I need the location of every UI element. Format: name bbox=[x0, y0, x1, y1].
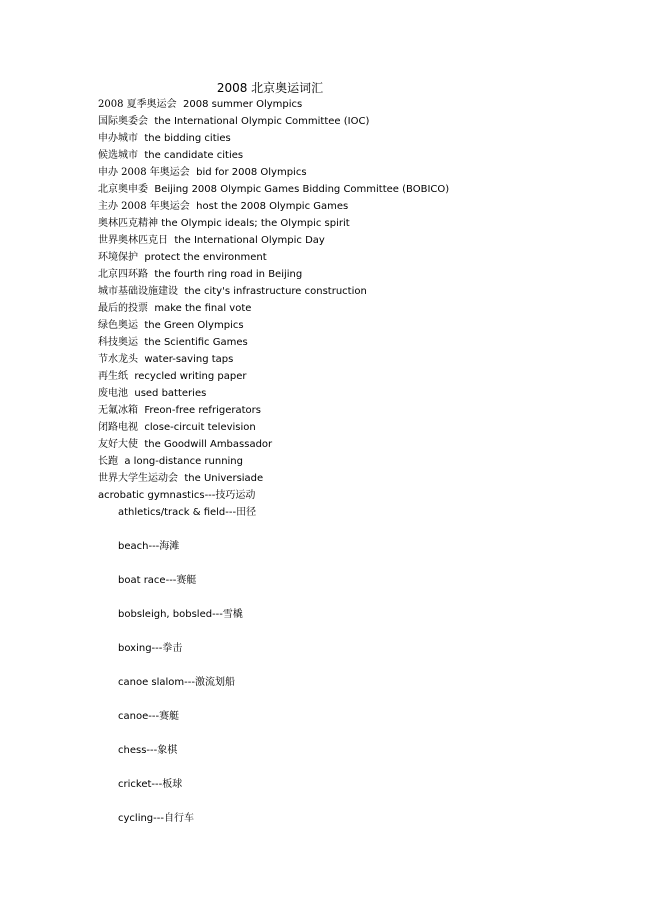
vocab-zh: 再生纸 bbox=[98, 371, 128, 382]
vocab-zh: 主办 2008 年奥运会 bbox=[98, 201, 190, 212]
sport-list bbox=[118, 504, 598, 844]
sport-zh: 雪橇 bbox=[222, 609, 243, 620]
vocab-en: 2008 summer Olympics bbox=[183, 99, 303, 110]
vocab-item bbox=[98, 300, 598, 317]
sport-item bbox=[118, 640, 598, 674]
vocab-item bbox=[98, 130, 598, 147]
vocab-item bbox=[98, 232, 598, 249]
vocab-en: close-circuit television bbox=[144, 422, 256, 433]
vocab-zh: 科技奥运 bbox=[98, 337, 138, 348]
sport-item bbox=[118, 606, 598, 640]
vocab-item bbox=[98, 436, 598, 453]
vocab-en: the Goodwill Ambassador bbox=[144, 439, 273, 450]
vocab-item bbox=[98, 317, 598, 334]
vocab-en: the fourth ring road in Beijing bbox=[154, 269, 303, 280]
vocab-zh: 申办 2008 年奥运会 bbox=[98, 167, 190, 178]
vocab-en: the Olympic ideals; the Olympic spirit bbox=[161, 218, 350, 229]
vocab-item bbox=[98, 147, 598, 164]
vocab-zh: 城市基础设施建设 bbox=[98, 286, 178, 297]
vocab-item bbox=[98, 215, 598, 232]
vocab-en: the International Olympic Committee (IOC) bbox=[154, 116, 370, 127]
sport-item bbox=[118, 504, 598, 538]
sport-zh: 激流划船 bbox=[195, 677, 235, 688]
vocab-zh: 废电池 bbox=[98, 388, 128, 399]
vocab-zh: 世界奥林匹克日 bbox=[98, 235, 168, 246]
sport-zh: 赛艇 bbox=[159, 711, 180, 722]
vocab-en: the Scientific Games bbox=[144, 337, 248, 348]
sport-en: boxing--- bbox=[118, 643, 163, 654]
vocab-en: bid for 2008 Olympics bbox=[196, 167, 307, 178]
sport-en: acrobatic gymnastics--- bbox=[98, 490, 216, 501]
vocab-list bbox=[98, 96, 598, 504]
sport-item bbox=[118, 572, 598, 606]
vocab-zh: 候选城市 bbox=[98, 150, 138, 161]
vocab-en: water-saving taps bbox=[144, 354, 234, 365]
vocab-item bbox=[98, 419, 598, 436]
vocab-item bbox=[98, 385, 598, 402]
vocab-zh: 北京奥申委 bbox=[98, 184, 148, 195]
vocab-item bbox=[98, 164, 598, 181]
vocab-zh: 国际奥委会 bbox=[98, 116, 148, 127]
vocab-en: used batteries bbox=[134, 388, 207, 399]
vocab-en: the candidate cities bbox=[144, 150, 244, 161]
vocab-zh: 长跑 bbox=[98, 456, 118, 467]
sport-item bbox=[118, 810, 598, 844]
sport-en: canoe slalom--- bbox=[118, 677, 195, 688]
vocab-item bbox=[98, 402, 598, 419]
sport-en: beach--- bbox=[118, 541, 160, 552]
sport-en: cricket--- bbox=[118, 779, 163, 790]
vocab-en: the Universiade bbox=[184, 473, 264, 484]
sport-item-first bbox=[98, 487, 598, 504]
vocab-item bbox=[98, 283, 598, 300]
vocab-item bbox=[98, 453, 598, 470]
vocab-item bbox=[98, 334, 598, 351]
sport-en: bobsleigh, bobsled--- bbox=[118, 609, 223, 620]
vocab-en: a long-distance running bbox=[124, 456, 243, 467]
sport-zh: 板球 bbox=[162, 779, 183, 790]
vocab-zh: 节水龙头 bbox=[98, 354, 138, 365]
vocab-en: the Green Olympics bbox=[144, 320, 244, 331]
sport-item bbox=[118, 742, 598, 776]
vocab-item bbox=[98, 368, 598, 385]
vocab-en: recycled writing paper bbox=[134, 371, 247, 382]
sport-zh: 海滩 bbox=[159, 541, 180, 552]
sport-en: cycling--- bbox=[118, 813, 164, 824]
sport-en: boat race--- bbox=[118, 575, 177, 586]
vocab-zh: 最后的投票 bbox=[98, 303, 148, 314]
sport-item bbox=[118, 776, 598, 810]
vocab-item bbox=[98, 198, 598, 215]
vocab-item bbox=[98, 351, 598, 368]
sport-zh: 赛艇 bbox=[176, 575, 197, 586]
vocab-en: Freon-free refrigerators bbox=[144, 405, 261, 416]
vocab-item bbox=[98, 266, 598, 283]
vocab-zh: 绿色奥运 bbox=[98, 320, 138, 331]
sport-en: canoe--- bbox=[118, 711, 160, 722]
sport-zh: 拳击 bbox=[162, 643, 183, 654]
vocab-en: Beijing 2008 Olympic Games Bidding Committee (BOBICO) bbox=[154, 184, 450, 195]
sport-en: athletics/track & field--- bbox=[118, 507, 237, 518]
vocab-zh: 闭路电视 bbox=[98, 422, 138, 433]
vocab-zh: 2008 夏季奥运会 bbox=[98, 99, 177, 110]
sport-zh: 象棋 bbox=[157, 745, 178, 756]
sport-item bbox=[118, 708, 598, 742]
vocab-zh: 北京四环路 bbox=[98, 269, 148, 280]
vocab-zh: 友好大使 bbox=[98, 439, 138, 450]
vocab-en: protect the environment bbox=[144, 252, 267, 263]
vocab-item bbox=[98, 249, 598, 266]
vocab-en: the bidding cities bbox=[144, 133, 231, 144]
sport-zh: 技巧运动 bbox=[215, 490, 256, 501]
vocab-item bbox=[98, 470, 598, 487]
sport-zh: 自行车 bbox=[163, 813, 194, 824]
vocab-zh: 环境保护 bbox=[98, 252, 138, 263]
document-title: 2008 北京奥运词汇 bbox=[216, 81, 324, 95]
vocab-item bbox=[98, 113, 598, 130]
vocab-zh: 申办城市 bbox=[98, 133, 138, 144]
vocab-zh: 无氟冰箱 bbox=[98, 405, 138, 416]
vocab-en: host the 2008 Olympic Games bbox=[196, 201, 349, 212]
sport-en: chess--- bbox=[118, 745, 158, 756]
vocab-en: the city's infrastructure construction bbox=[184, 286, 367, 297]
sport-item bbox=[118, 674, 598, 708]
vocab-zh: 奥林匹克精神 bbox=[98, 218, 158, 229]
vocab-zh: 世界大学生运动会 bbox=[98, 473, 178, 484]
sport-zh: 田径 bbox=[236, 507, 257, 518]
sport-item bbox=[118, 538, 598, 572]
vocab-en: the International Olympic Day bbox=[174, 235, 325, 246]
vocab-item bbox=[98, 181, 598, 198]
vocab-en: make the final vote bbox=[154, 303, 252, 314]
vocab-item bbox=[98, 96, 598, 113]
